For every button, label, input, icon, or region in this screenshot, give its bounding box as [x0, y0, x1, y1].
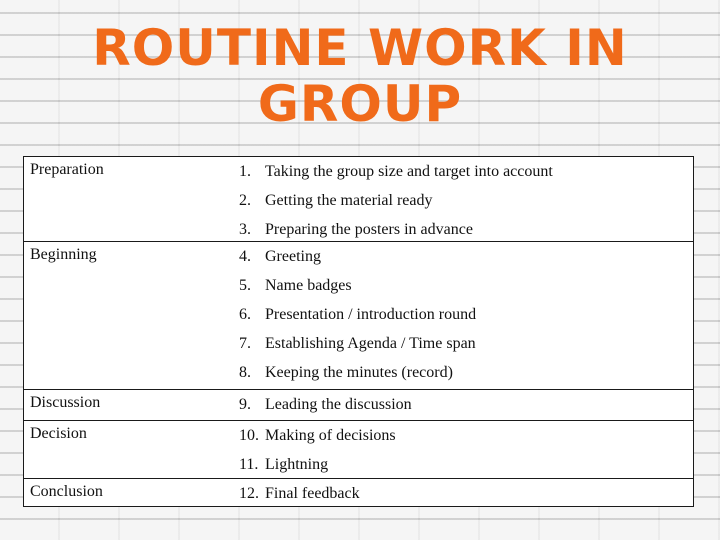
table-row-preparation — [24, 157, 693, 242]
slide-title-line-1: ROUTINE WORK IN — [92, 19, 628, 77]
step-item: 11. Lightning — [239, 456, 329, 473]
table-row-discussion — [24, 390, 693, 421]
step-item: 2. Getting the material ready — [239, 192, 433, 209]
step-item: 8. Keeping the minutes (record) — [239, 364, 453, 381]
step-list — [239, 421, 396, 479]
slide-title-line-2: GROUP — [257, 75, 463, 133]
step-item: 1. Taking the group size and target into account — [239, 163, 553, 180]
step-item: 3. Preparing the posters in advance — [239, 221, 473, 238]
slide-title — [0, 20, 720, 132]
step-list — [239, 390, 412, 419]
phase-label: Discussion — [30, 394, 101, 411]
step-list — [239, 479, 360, 508]
table-row-decision — [24, 421, 693, 479]
phase-label: Conclusion — [30, 483, 103, 500]
step-list — [239, 242, 476, 387]
table-row-conclusion — [24, 479, 693, 508]
step-list — [239, 157, 553, 244]
step-item: 10. Making of decisions — [239, 427, 396, 444]
phase-label: Decision — [30, 425, 87, 442]
routine-table — [23, 156, 694, 507]
step-item: 6. Presentation / introduction round — [239, 306, 477, 323]
step-item: 5. Name badges — [239, 277, 352, 294]
step-item: 7. Establishing Agenda / Time span — [239, 335, 476, 352]
step-item: 12. Final feedback — [239, 485, 360, 502]
step-item: 9. Leading the discussion — [239, 396, 412, 413]
phase-label: Beginning — [30, 246, 97, 263]
table-row-beginning — [24, 242, 693, 390]
phase-label: Preparation — [30, 161, 104, 178]
step-item: 4. Greeting — [239, 248, 321, 265]
